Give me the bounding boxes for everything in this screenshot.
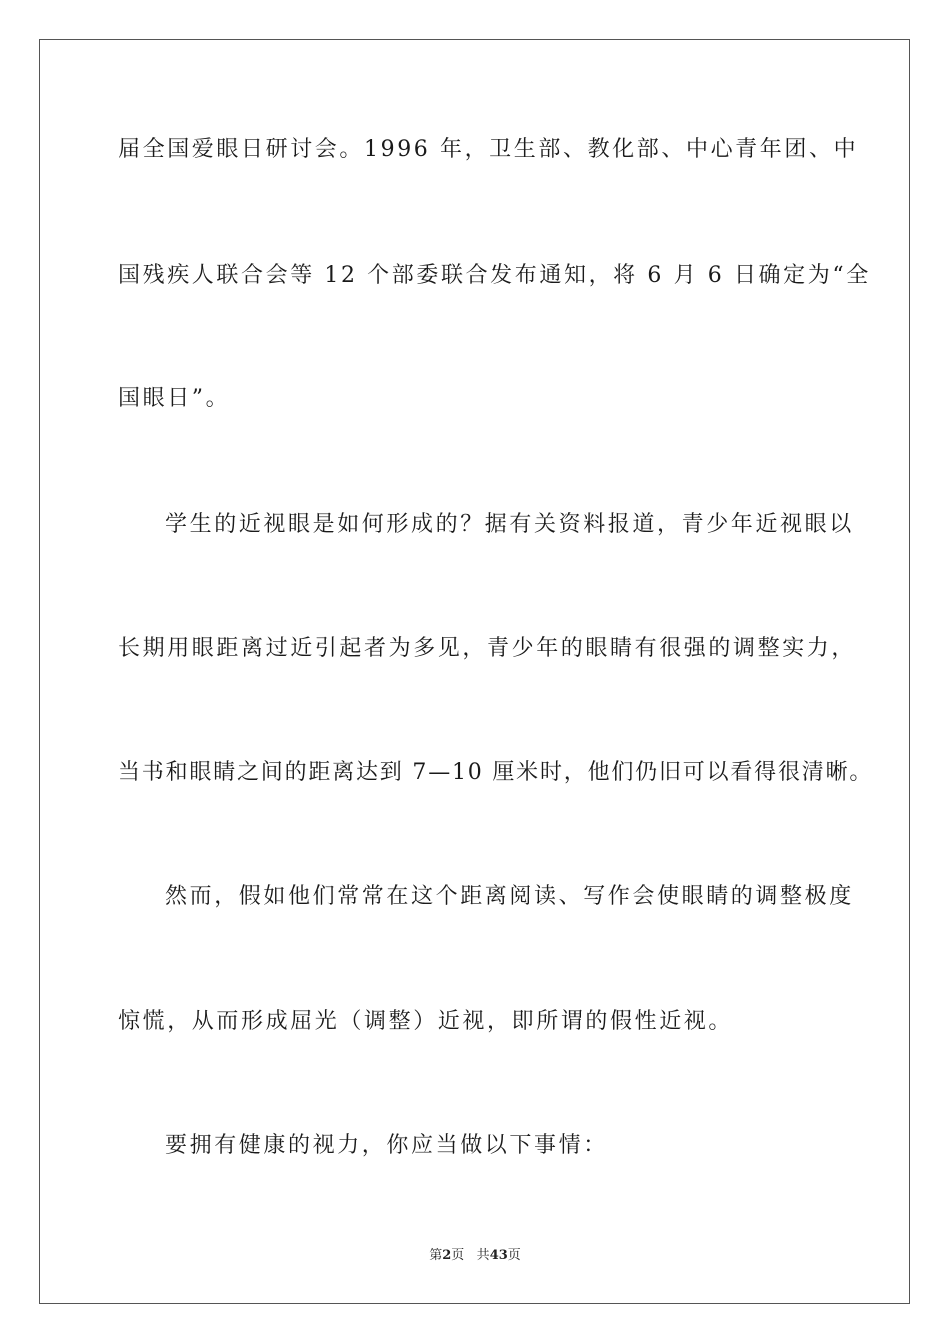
footer-total-pages: 43 bbox=[489, 1248, 508, 1263]
footer-total-prefix: 共 bbox=[476, 1248, 490, 1263]
text-line: 届全国爱眼日研讨会。1996 年，卫生部、教化部、中心青年团、中 bbox=[118, 137, 859, 162]
footer-current-page: 2 bbox=[442, 1248, 452, 1263]
text-line: 国残疾人联合会等 12 个部委联合发布通知，将 6 月 6 日确定为“全 bbox=[118, 263, 871, 288]
paragraph-start-line: 然而，假如他们常常在这个距离阅读、写作会使眼睛的调整极度 bbox=[165, 884, 854, 909]
text-line: 当书和眼睛之间的距离达到 7—10 厘米时，他们仍旧可以看得很清晰。 bbox=[118, 760, 874, 785]
footer-page-suffix: 页 bbox=[451, 1248, 465, 1263]
paragraph-start-line: 学生的近视眼是如何形成的？据有关资料报道，青少年近视眼以 bbox=[165, 512, 854, 537]
text-line: 长期用眼距离过近引起者为多见，青少年的眼睛有很强的调整实力， bbox=[118, 636, 857, 661]
text-line: 国眼日”。 bbox=[118, 386, 231, 411]
page-number-footer bbox=[0, 1247, 950, 1265]
footer-total-suffix: 页 bbox=[507, 1248, 521, 1263]
paragraph-start-line: 要拥有健康的视力，你应当做以下事情： bbox=[165, 1133, 608, 1158]
text-line: 惊慌，从而形成屈光（调整）近视，即所谓的假性近视。 bbox=[118, 1009, 734, 1034]
page-border bbox=[39, 39, 910, 1304]
footer-page-prefix: 第 bbox=[429, 1248, 443, 1263]
